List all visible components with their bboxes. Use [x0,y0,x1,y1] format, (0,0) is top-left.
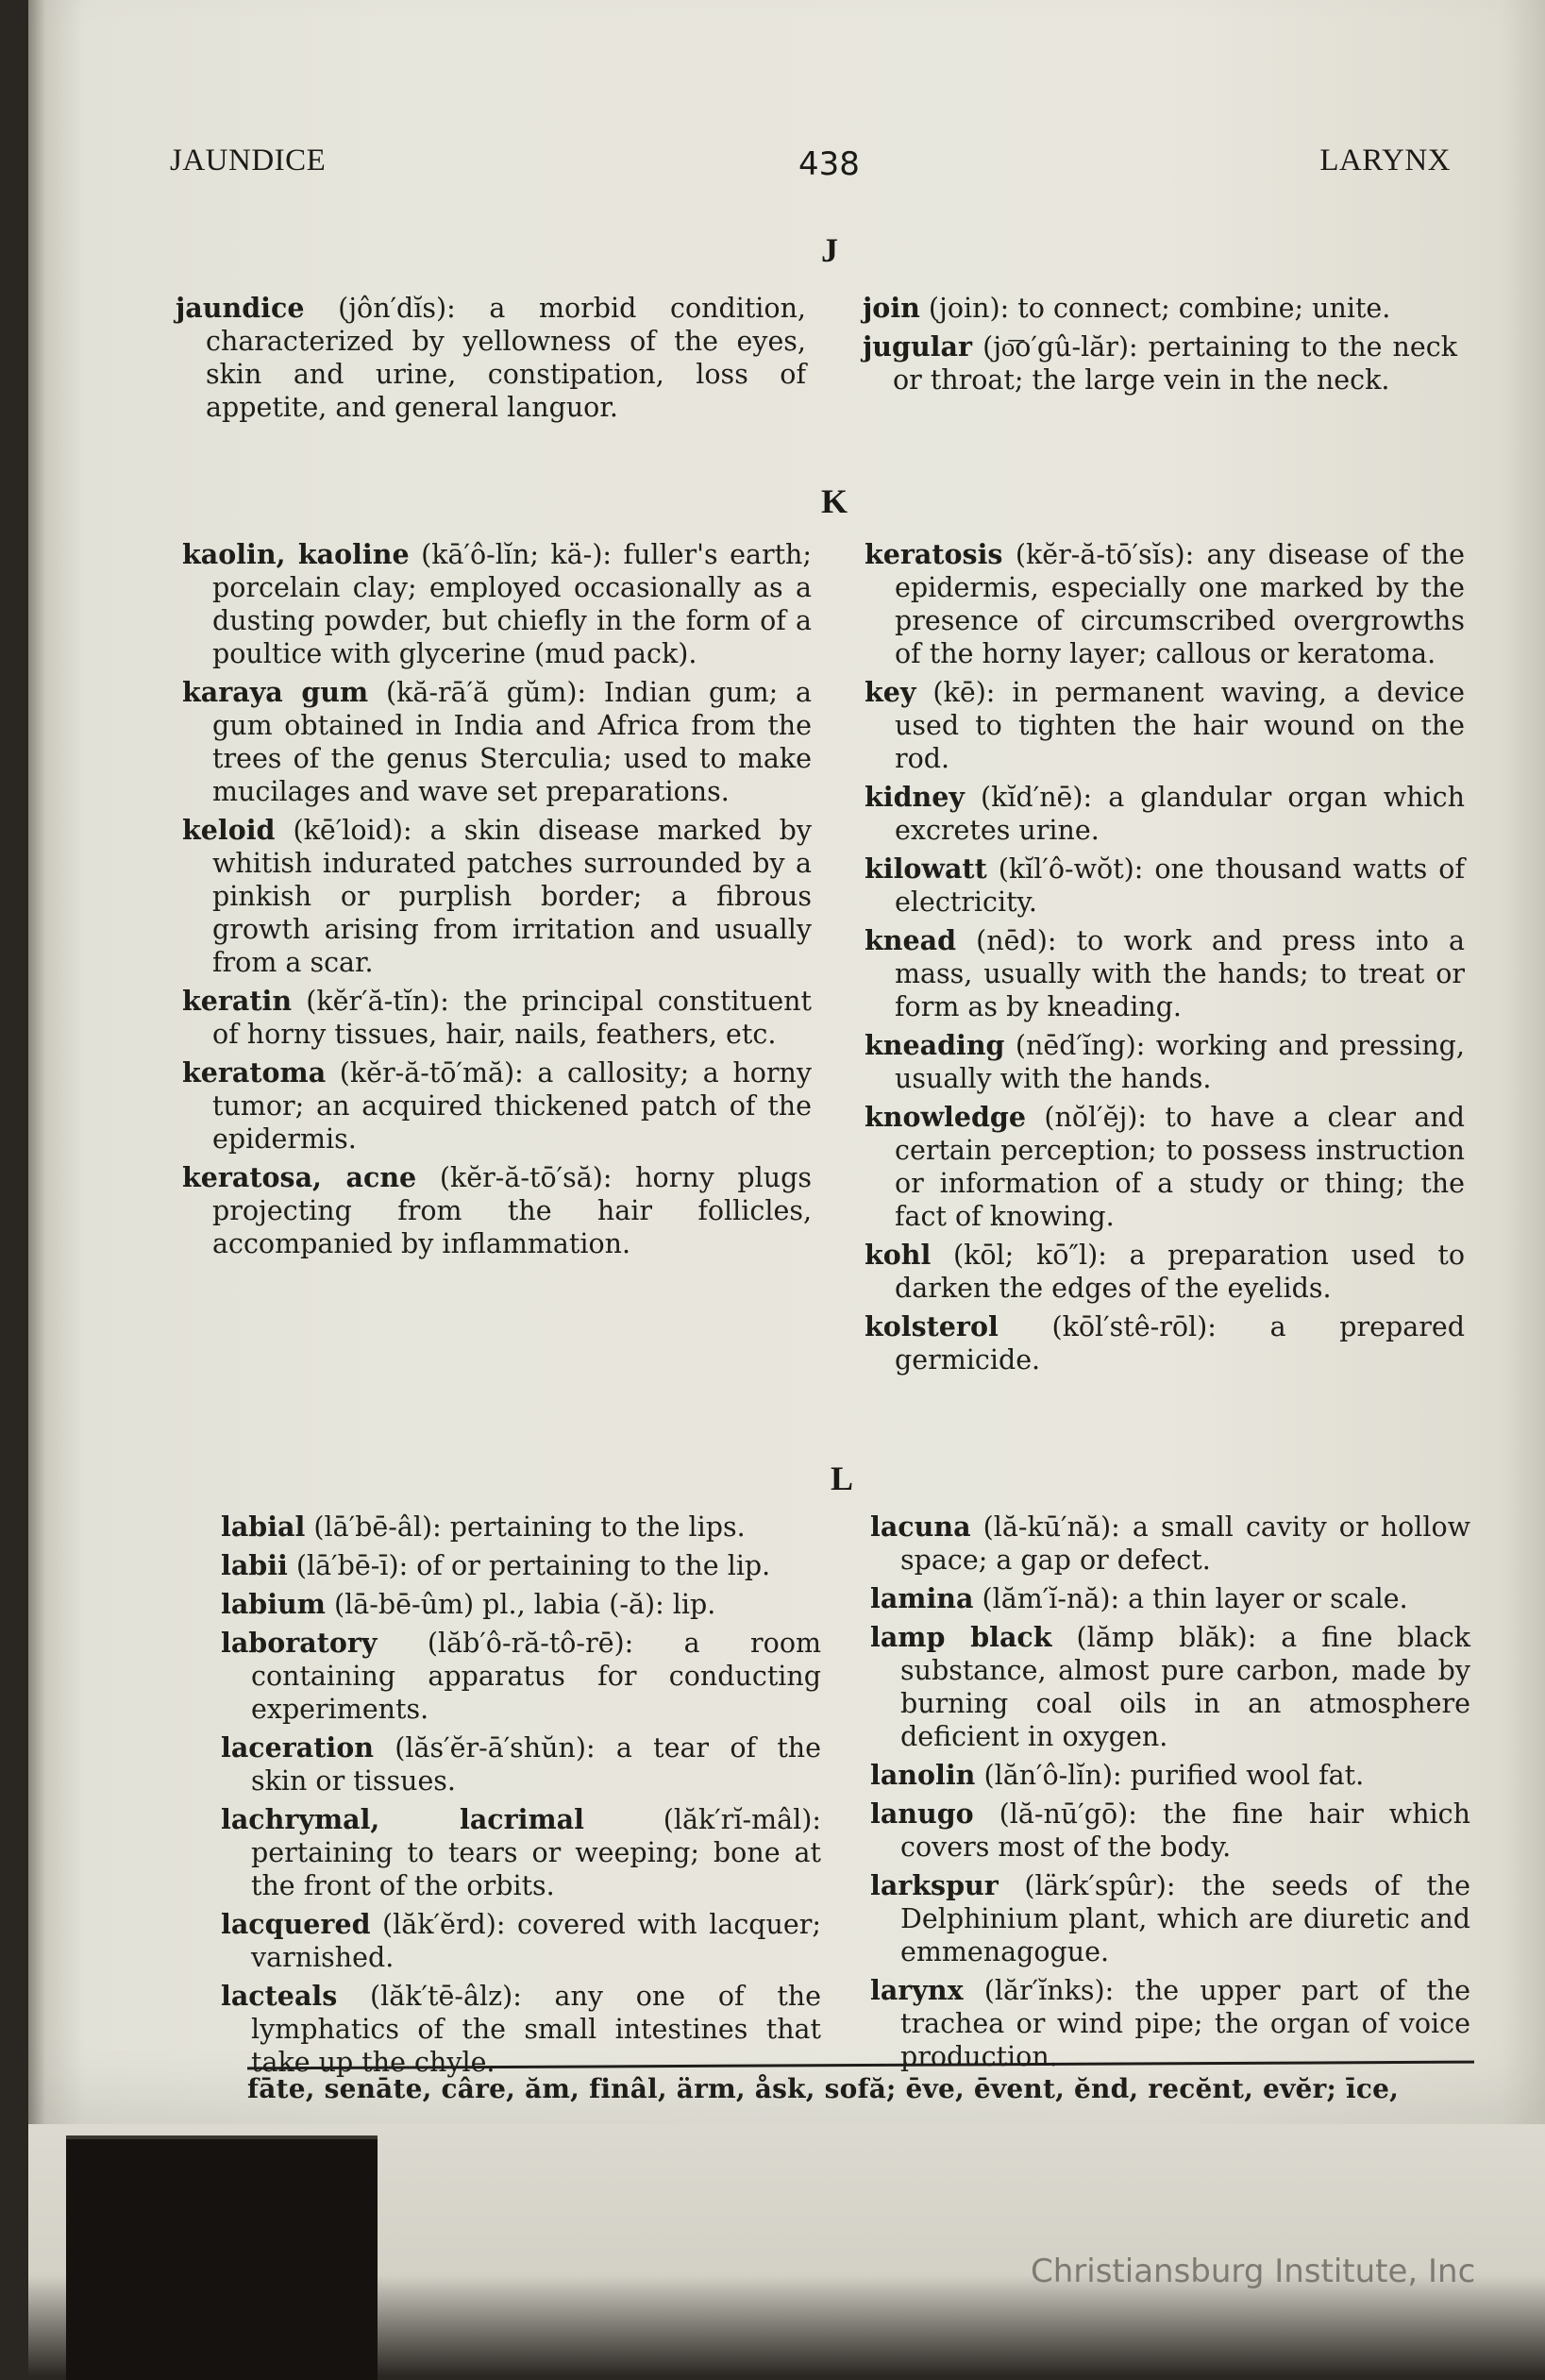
entry-headword: labii [221,1549,288,1581]
dictionary-entry [865,781,1465,847]
section-k-left-column [182,538,812,1266]
dictionary-entry [176,292,806,424]
dictionary-entry [182,1056,812,1156]
section-letter-j: J [821,231,838,269]
entry-headword: keratosis [865,538,1003,570]
dictionary-entry [221,1803,821,1902]
dictionary-entry [870,1621,1470,1753]
entry-headword: kidney [865,781,965,813]
entry-headword: kohl [865,1239,932,1271]
dictionary-entry [870,1798,1470,1864]
entry-headword: knowledge [865,1101,1026,1133]
entry-definition: (lăn′ô-lĭn): purified wool fat. [975,1760,1365,1791]
entry-definition: (lăm′ĭ-nă): a thin layer or scale. [973,1583,1408,1614]
section-letter-k: K [821,482,848,520]
entry-definition: (kē′loid): a skin disease marked by whitish indurated patches surrounded by a pinkish or purplish border; a fibrous growth arising from irritation and usually from a scar. [212,815,812,978]
dictionary-entry [221,1627,821,1726]
entry-definition: (lă-kū′nă): a small cavity or hollow space; a gap or defect. [900,1511,1470,1576]
entry-definition: (kōl′stê-rōl): a prepared germicide. [895,1311,1465,1376]
dictionary-entry [182,1161,812,1260]
entry-definition: (lärk′spûr): the seeds of the Delphinium plant, which are diuretic and emmenagogue. [900,1870,1470,1967]
entry-headword: kolsterol [865,1310,999,1342]
dictionary-entry [182,985,812,1051]
entry-headword: kaolin, kaoline [182,538,410,570]
dictionary-entry [870,1759,1470,1792]
entry-headword: keratosa, acne [182,1161,417,1193]
dictionary-entry [870,1511,1470,1577]
entry-headword: lacquered [221,1908,371,1940]
entry-definition: (lămp blăk): a fine black substance, almost pure carbon, made by burning coal oils in an atmosphere deficient in oxygen. [900,1622,1470,1752]
entry-headword: karaya gum [182,676,369,708]
dictionary-entry [865,1029,1465,1095]
dictionary-entry [870,1869,1470,1968]
dictionary-entry [221,1588,821,1621]
entry-definition: (join): to connect; combine; unite. [919,293,1391,324]
entry-definition: (lā′bē-ī): of or pertaining to the lip. [287,1550,771,1581]
entry-headword: lacuna [870,1511,971,1543]
entry-definition: (kĕr-ă-tō′să): horny plugs projecting from the hair follicles, accompanied by inflammation. [212,1162,812,1259]
dictionary-entry [870,1974,1470,2073]
entry-definition: (nēd′ĭng): working and pressing, usually with the hands. [895,1030,1465,1094]
entry-headword: labial [221,1511,306,1543]
dictionary-entry [863,330,1457,397]
entry-definition: (lăb′ô-ră-tô-rē): a room containing apparatus for conducting experiments. [251,1628,821,1725]
section-k-right-column [865,538,1465,1382]
entry-definition: (lăk′tē-âlz): any one of the lymphatics of the small intestines that take up the chyle. [251,1981,821,2078]
entry-definition: (lăr′ĭnks): the upper part of the trachea or wind pipe; the organ of voice production. [900,1975,1470,2072]
dictionary-entry [182,538,812,670]
dictionary-entry [865,1239,1465,1305]
dictionary-entry [865,676,1465,775]
dictionary-entry [221,1549,821,1582]
entry-headword: lachrymal, lacrimal [221,1803,584,1835]
entry-headword: knead [865,924,956,956]
section-j-left-column [176,292,806,430]
entry-definition: (kā′ô-lĭn; kä-): fuller's earth; porcelain clay; employed occasionally as a dusting powder, but chiefly in the form of a poultice with glycerine (mud pack). [212,539,812,669]
entry-definition: (lăs′ĕr-ā′shŭn): a tear of the skin or tissues. [251,1732,821,1797]
entry-headword: larkspur [870,1869,999,1901]
entry-definition: (kĭd′nē): a glandular organ which excretes urine. [895,782,1465,846]
entry-definition: (kē): in permanent waving, a device used to tighten the hair wound on the rod. [895,677,1465,774]
pronunciation-key: fāte, senāte, câre, ăm, finâl, ärm, åsk, sofă; ēve, ēvent, ĕnd, recĕnt, evĕr; īce, [247,2073,1400,2104]
entry-definition: (kĕr-ă-tō′sĭs): any disease of the epidermis, especially one marked by the presence of circumscribed overgrowths of the horny layer; callous or keratoma. [895,539,1465,669]
entry-headword: larynx [870,1974,964,2006]
entry-headword: lamp black [870,1621,1052,1653]
dictionary-entry [221,1731,821,1798]
entry-headword: lacteals [221,1980,338,2012]
section-l-left-column [221,1511,821,2085]
entry-headword: lamina [870,1582,974,1614]
entry-definition: (lăk′ĕrd): covered with lacquer; varnished. [251,1909,821,1973]
entry-definition: (lăk′rĭ-mâl): pertaining to tears or weeping; bone at the front of the orbits. [251,1804,821,1901]
watermark-text: Christiansburg Institute, Inc [1031,2253,1476,2290]
header-left-guideword: JAUNDICE [170,143,327,177]
entry-headword: join [863,292,920,324]
dictionary-entry [182,814,812,979]
entry-definition: (lā-bē-ûm) pl., labia (-ă): lip. [325,1589,716,1620]
entry-definition: (jo͞o′gû-lăr): pertaining to the neck or throat; the large vein in the neck. [893,331,1457,396]
entry-definition: (kĕr-ă-tō′mă): a callosity; a horny tumor; an acquired thickened patch of the epidermis. [212,1057,812,1155]
entry-headword: jaundice [176,292,305,324]
dictionary-entry [221,1908,821,1974]
dictionary-entry [865,1310,1465,1376]
section-l-right-column [870,1511,1470,2079]
dictionary-entry [865,538,1465,670]
header-right-guideword: LARYNX [1319,143,1451,177]
entry-headword: labium [221,1588,326,1620]
entry-headword: laboratory [221,1627,378,1659]
dark-bookend-object [66,2135,378,2380]
entry-headword: keloid [182,814,276,846]
entry-headword: lanolin [870,1759,976,1791]
dictionary-entry [865,1101,1465,1233]
entry-definition: (lā′bē-âl): pertaining to the lips. [305,1511,746,1543]
dictionary-entry [863,292,1457,325]
dictionary-entry [865,924,1465,1023]
entry-headword: jugular [863,330,972,363]
running-header [0,143,1545,191]
dictionary-entry [870,1582,1470,1615]
entry-headword: key [865,676,916,708]
dictionary-entry [221,1511,821,1544]
dictionary-entry [865,852,1465,919]
entry-definition: (kōl; kō″l): a preparation used to darken the edges of the eyelids. [895,1240,1465,1304]
entry-definition: (kĭl′ô-wŏt): one thousand watts of electricity. [895,853,1465,918]
entry-definition: (kă-rā′ă gŭm): Indian gum; a gum obtained in India and Africa from the trees of the genus Sterculia; used to make mucilages and wave set preparations. [212,677,813,807]
entry-definition: (jôn′dĭs): a morbid condition, characterized by yellowness of the eyes, skin and urine, constipation, loss of appetite, and general languor. [206,293,806,423]
page-number: 438 [798,145,860,183]
entry-definition: (nēd): to work and press into a mass, usually with the hands; to treat or form as by kneading. [895,925,1465,1022]
entry-headword: lanugo [870,1798,974,1830]
entry-headword: laceration [221,1731,374,1764]
entry-headword: keratin [182,985,293,1017]
section-letter-l: L [831,1460,854,1497]
entry-definition: (kĕr′ă-tĭn): the principal constituent of horny tissues, hair, nails, feathers, etc. [212,986,812,1050]
entry-definition: (nŏl′ĕj): to have a clear and certain perception; to possess instruction or information of a study or thing; the fact of knowing. [895,1102,1465,1232]
entry-definition: (lă-nū′gō): the fine hair which covers most of the body. [900,1798,1470,1863]
entry-headword: keratoma [182,1056,327,1089]
section-j-right-column [863,292,1457,402]
entry-headword: kneading [865,1029,1005,1061]
dictionary-entry [182,676,812,808]
entry-headword: kilowatt [865,852,987,885]
